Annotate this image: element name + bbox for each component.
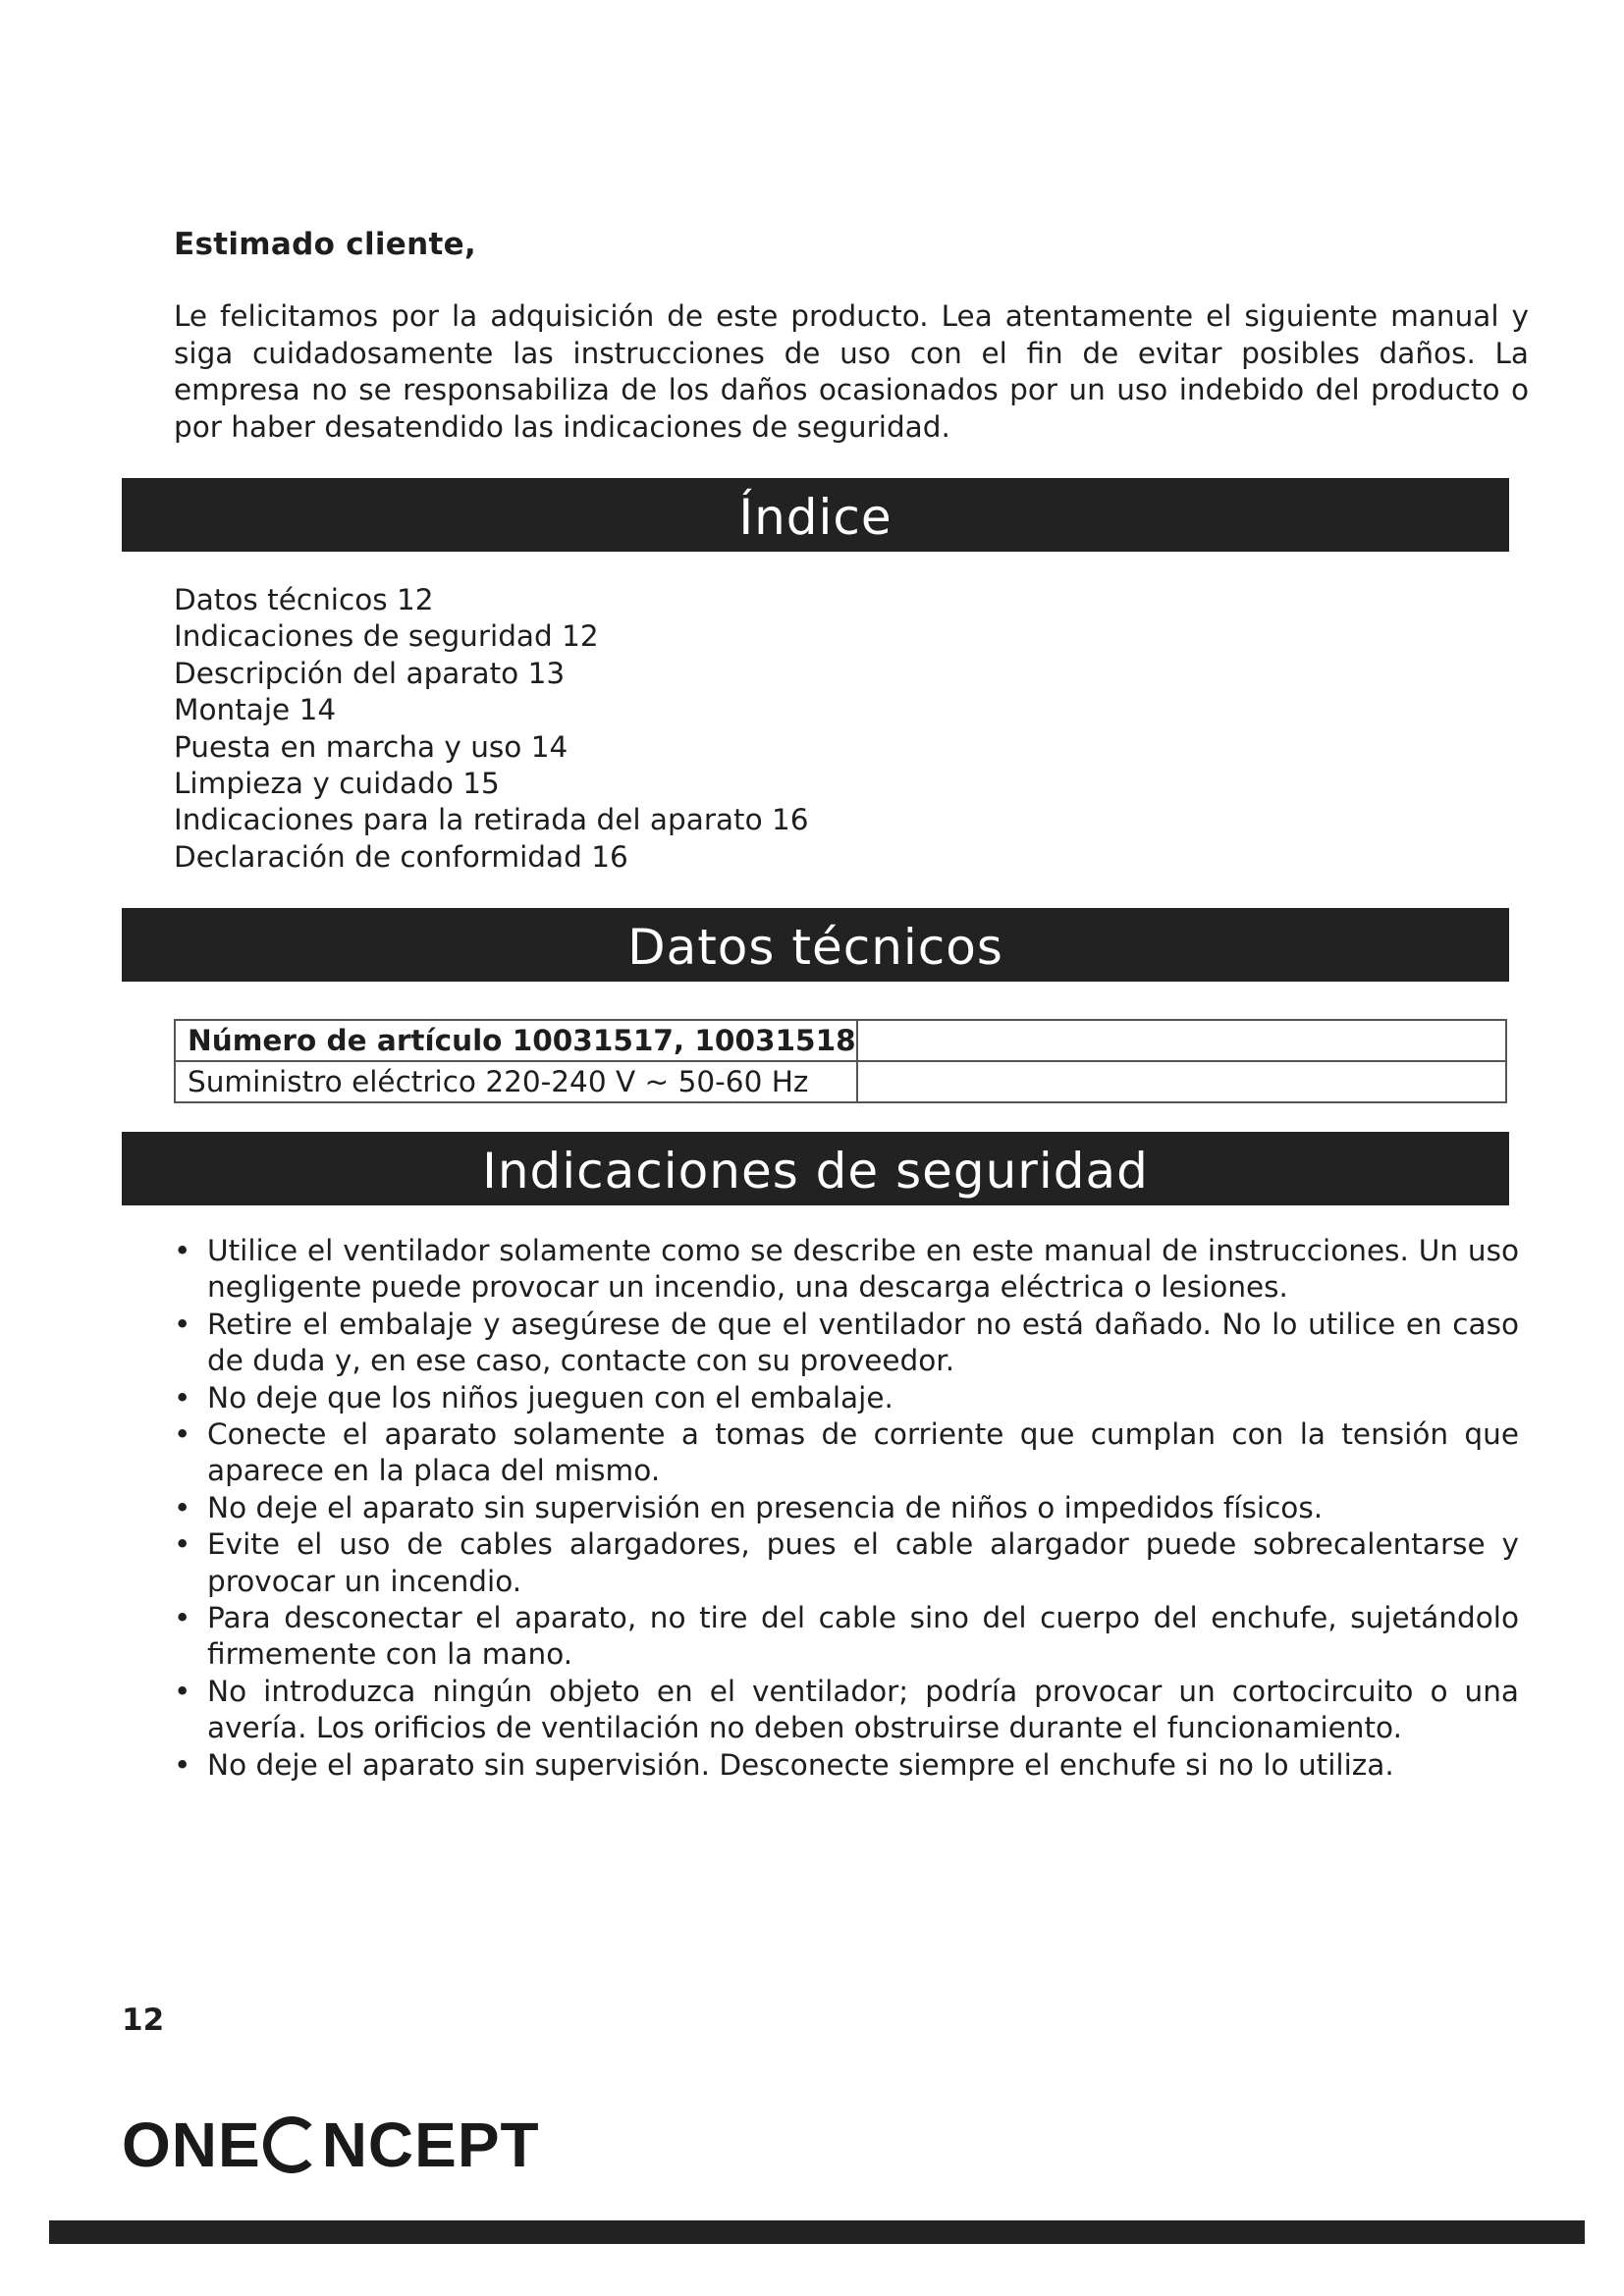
table-of-contents [174,582,809,876]
table-row [175,1061,1506,1102]
toc-item: Descripción del aparato 13 [174,656,566,690]
list-item: • Para desconectar el aparato, no tire del cable sino del cuerpo del enchufe, sujetándolo firmemente con la mano. [174,1600,1519,1674]
specs-heading: Datos técnicos [122,908,1509,982]
greeting: Estimado cliente, [174,227,477,262]
toc-item: Puesta en marcha y uso 14 [174,729,568,764]
list-item: • No deje el aparato sin supervisión en presencia de niños o impedidos físicos. [174,1490,1519,1526]
list-item: • Utilice el ventilador solamente como se describe en este manual de instrucciones. Un uso negligente puede provocar un incendio, una descarga eléctrica o lesiones. [174,1233,1519,1307]
toc-item: Declaración de conformidad 16 [174,839,628,874]
table-row [175,1020,1506,1061]
spec-cell [857,1061,1506,1102]
spec-article-number: Número de artículo 10031517, 10031518 [175,1020,857,1061]
specs-table [174,1019,1507,1103]
spec-power-supply: Suministro eléctrico 220-240 V ~ 50-60 Hz [175,1061,857,1102]
list-item: • Evite el uso de cables alargadores, pues el cable alargador puede sobrecalentarse y provocar un incendio. [174,1526,1519,1600]
toc-item: Indicaciones de seguridad 12 [174,619,599,654]
logo-text-prefix: ONE [122,2109,261,2180]
list-item: • No deje que los niños jueguen con el embalaje. [174,1380,1519,1416]
logo-ring-icon [263,2116,320,2173]
toc-item: Montaje 14 [174,693,337,727]
page-number: 12 [122,2002,165,2038]
brand-logo [122,2109,540,2181]
safety-heading: Indicaciones de seguridad [122,1132,1509,1205]
toc-item: Limpieza y cuidado 15 [174,767,500,801]
logo-text-suffix: NCEPT [321,2109,540,2180]
spec-cell [857,1020,1506,1061]
list-item: • No deje el aparato sin supervisión. Desconecte siempre el enchufe si no lo utiliza. [174,1747,1519,1784]
list-item: • No introduzca ningún objeto en el ventilador; podría provocar un cortocircuito o una avería. Los orificios de ventilación no deben obstruirse durante el funcionamiento. [174,1674,1519,1747]
safety-list [174,1233,1519,1784]
intro-text: Le felicitamos por la adquisición de este producto. Lea atentamente el siguiente manual y siga cuidadosamente las instrucciones de uso con el fin de evitar posibles daños. La empresa no se responsabiliza de los daños ocasionados por un uso indebido del producto o por haber desatendido las indicaciones de seguridad. [174,299,1529,444]
list-item: • Conecte el aparato solamente a tomas de corriente que cumplan con la tensión que aparece en la placa del mismo. [174,1416,1519,1490]
intro-paragraph [174,298,1529,446]
footer-bar [49,2220,1585,2244]
toc-item: Datos técnicos 12 [174,583,434,616]
index-heading: Índice [122,478,1509,552]
toc-item: Indicaciones para la retirada del aparato 16 [174,803,809,837]
list-item: • Retire el embalaje y asegúrese de que el ventilador no está dañado. No lo utilice en caso de duda y, en ese caso, contacte con su proveedor. [174,1307,1519,1380]
